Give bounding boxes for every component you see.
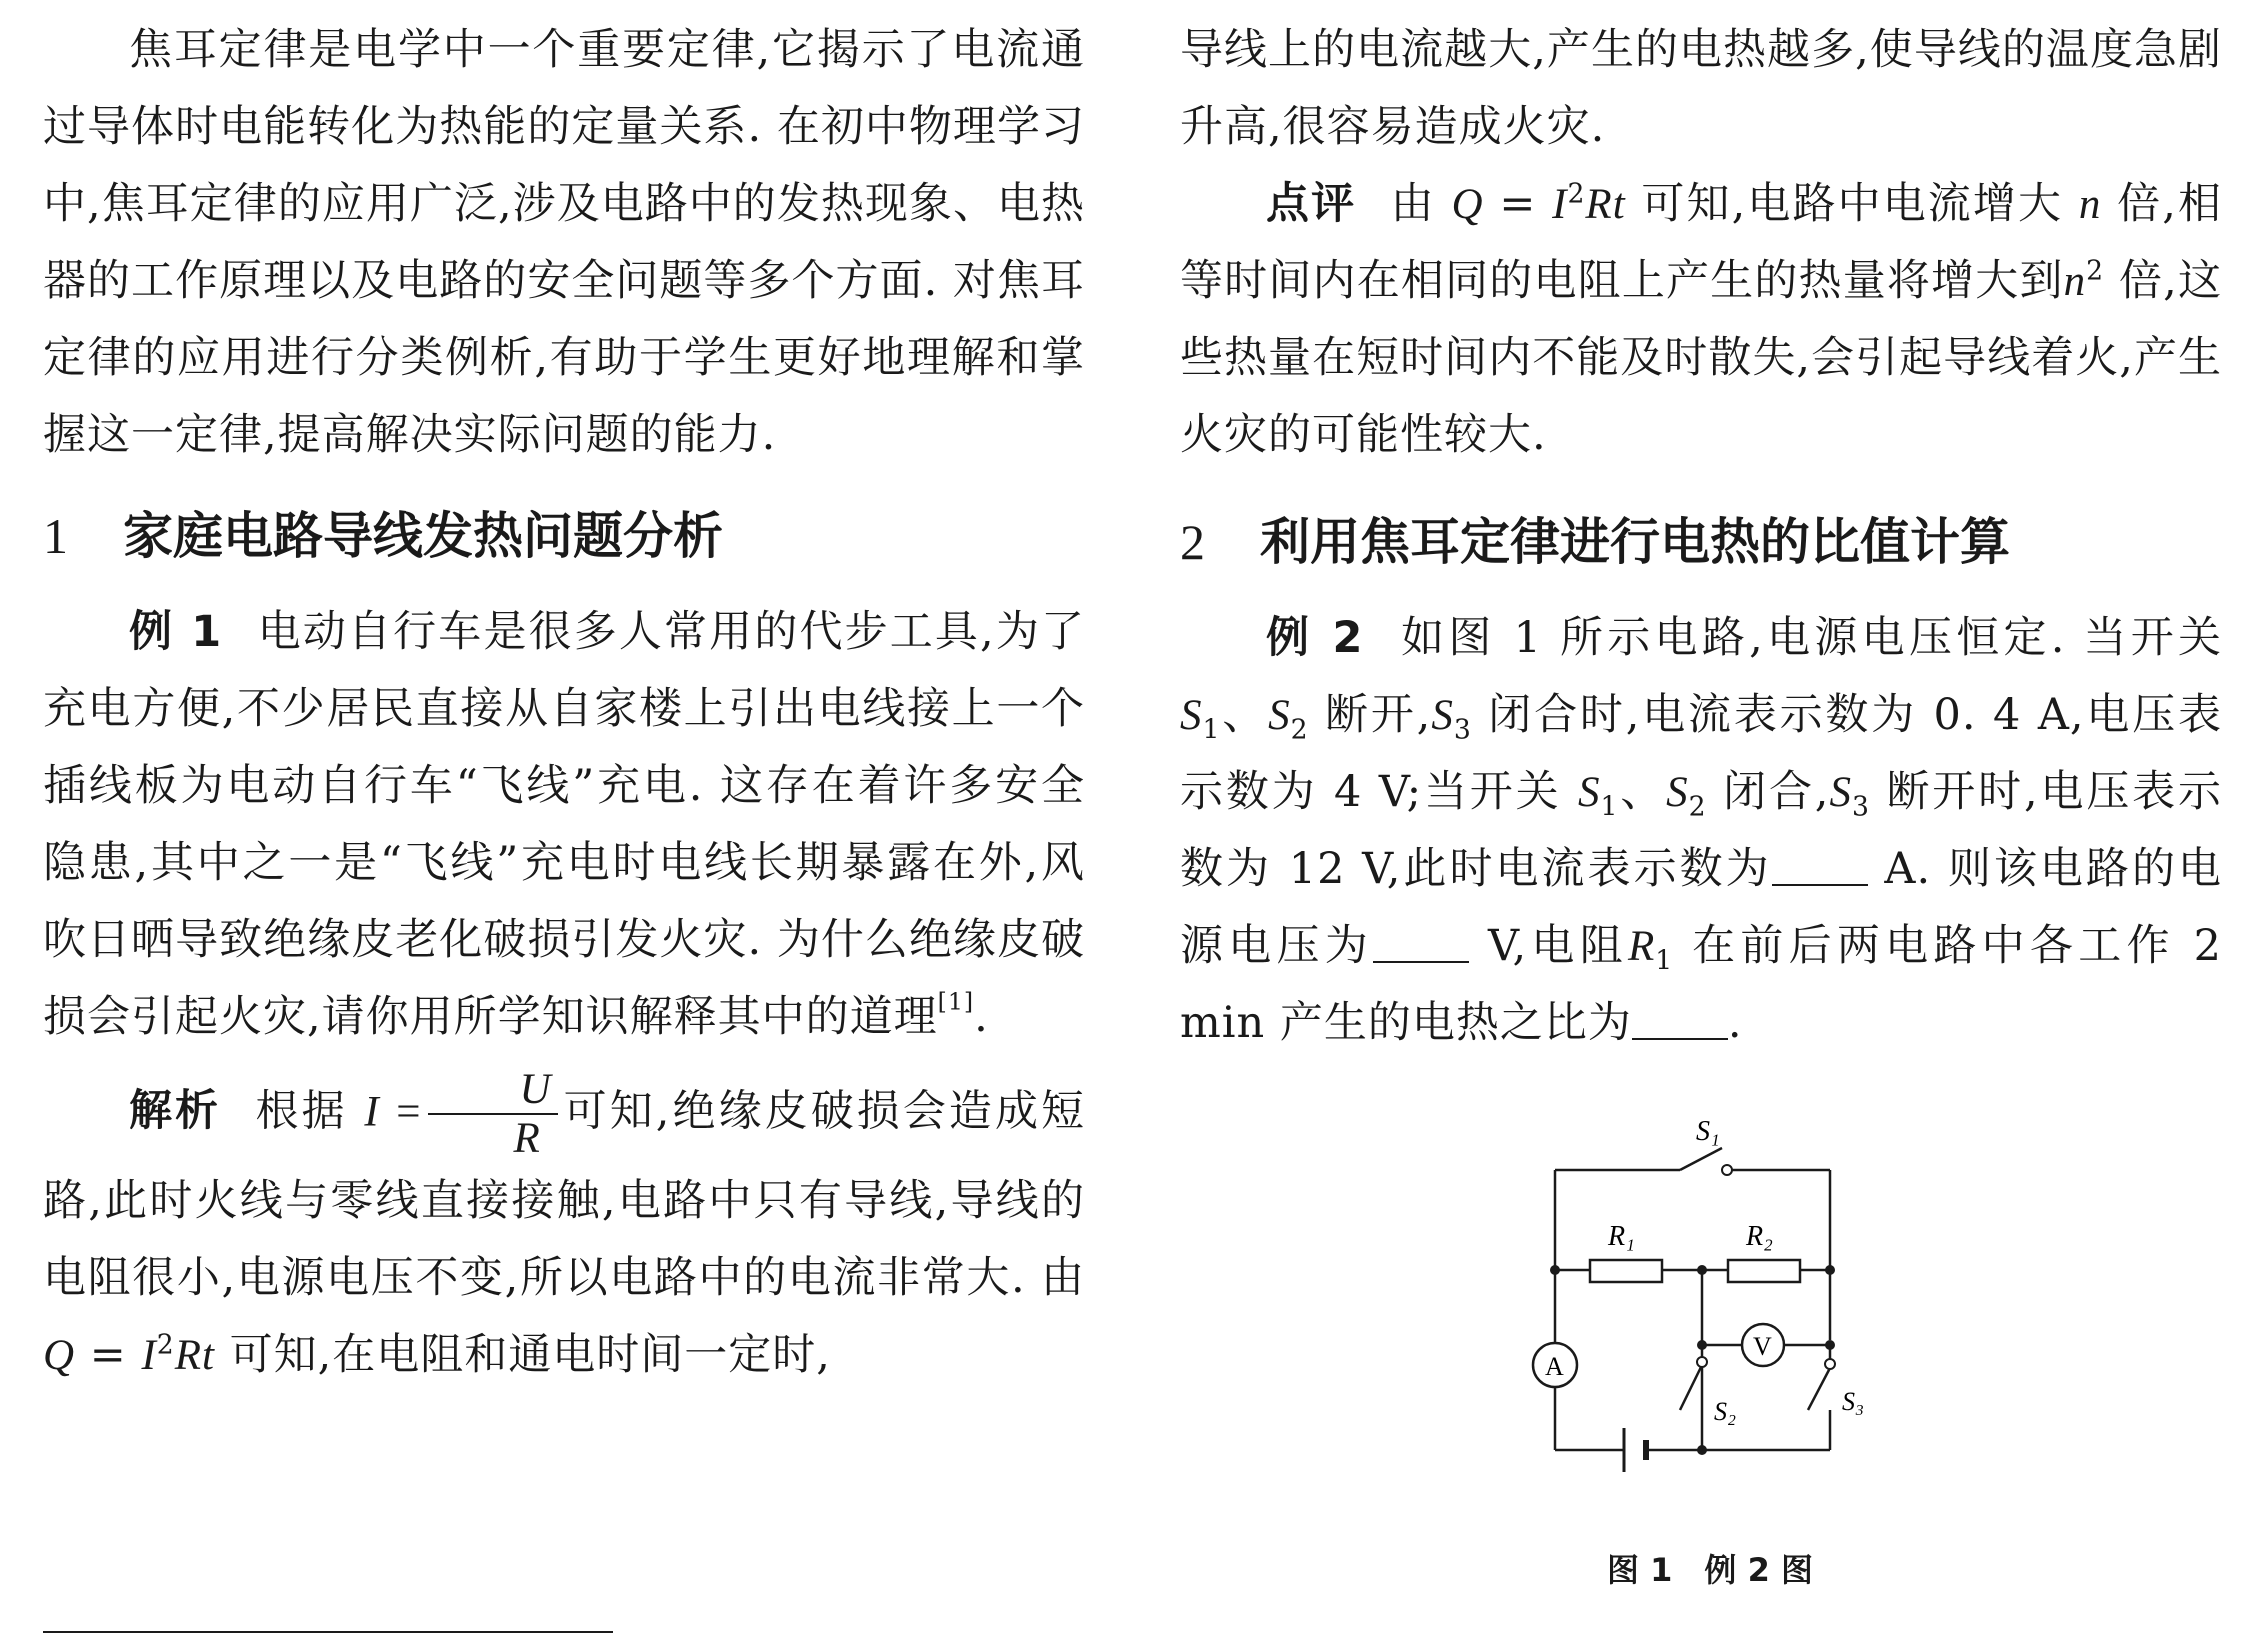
figure-caption: 图 1 例 2 图	[1607, 1551, 1813, 1589]
example-2-text-5: 断开时,电压表示数为 12 V,此时电流表示数为	[1180, 767, 2223, 894]
example-2-text-7: V,电阻	[1487, 921, 1628, 971]
s3-contact	[1825, 1359, 1835, 1369]
formula-q: Q	[43, 1331, 76, 1379]
formula-rt: Rt	[174, 1331, 215, 1379]
example-2-end: .	[1727, 998, 1743, 1048]
junction-mid-volt	[1697, 1340, 1707, 1350]
switch-s1-sub: 1	[1202, 714, 1221, 746]
formula-sq: 2	[156, 1329, 175, 1361]
variable-n: n	[2078, 181, 2102, 228]
review-label: 点评	[1266, 179, 1357, 229]
s1-contact	[1722, 1165, 1732, 1175]
review-text-3: 倍,这些热量在短时间内不能及时散失,会引起导线着火,产生火灾的可能性较大.	[1180, 256, 2223, 460]
review-text-2: 倍,相等时间内在相同的电阻上产生的热量将增大到	[1180, 179, 2223, 306]
resistor-r1	[1590, 1260, 1662, 1282]
analysis-paragraph	[43, 1066, 1085, 1394]
junction-mid-bottom	[1697, 1445, 1707, 1455]
analysis-label: 解析	[129, 1086, 222, 1137]
enum-comma-2: 、	[1618, 767, 1667, 817]
example-2-text-2: 断开,	[1325, 690, 1432, 740]
answer-blank-3[interactable]	[1632, 1000, 1728, 1041]
review-pre: 由	[1390, 179, 1436, 229]
formula-rt: Rt	[1585, 181, 1626, 228]
footnote-rule	[43, 1631, 613, 1633]
review-text-1: 可知,电路中电流增大	[1641, 179, 2064, 229]
n-square: 2	[2086, 255, 2105, 287]
label-s3: S₃	[1842, 1387, 1865, 1416]
switch-s2-s: S	[1268, 692, 1291, 739]
joule-formula-2	[1451, 179, 1625, 229]
fraction-denominator: R	[513, 1115, 541, 1163]
variable-n-sq: n	[2063, 258, 2087, 305]
label-r2: R₂	[1746, 1221, 1773, 1252]
ohm-law-lhs: I =	[364, 1088, 424, 1136]
formula-i: I	[141, 1331, 157, 1379]
switch-s3-sub: 3	[1453, 714, 1472, 746]
example-2-text-1: 如图 1 所示电路,电源电压恒定. 当开关	[1397, 613, 2223, 663]
continued-paragraph	[1180, 12, 2222, 166]
resistor-r1-r: R	[1627, 923, 1656, 970]
analysis-text-2: 可知,在电阻和通电时间一定时,	[229, 1329, 831, 1380]
analysis-pre: 根据	[255, 1086, 348, 1137]
s1-switch-blade	[1680, 1148, 1722, 1170]
switch-s3b-s: S	[1829, 769, 1852, 816]
switch-s2-sub: 2	[1290, 714, 1309, 746]
example-2-label: 例 2	[1266, 613, 1364, 663]
switch-s1b-sub: 1	[1600, 791, 1619, 823]
section-2-number: 2	[1180, 514, 1205, 570]
formula-i: I	[1552, 181, 1568, 228]
label-s1: S₁	[1696, 1116, 1720, 1147]
formula-eq: =	[1483, 179, 1553, 229]
review-paragraph	[1180, 166, 2222, 474]
formula-q: Q	[1451, 181, 1484, 228]
example-1-label: 例 1	[129, 607, 223, 657]
switch-s2b-s: S	[1666, 769, 1689, 816]
answer-blank-2[interactable]	[1373, 923, 1469, 964]
junction-right-volt	[1825, 1340, 1835, 1350]
reference-mark: [1]	[937, 987, 975, 1016]
formula-sq: 2	[1567, 178, 1586, 210]
label-s2: S₂	[1714, 1397, 1737, 1426]
resistor-r1-sub: 1	[1655, 945, 1674, 977]
example-2-text-3: 闭合时,电流表示数为 0. 4 A,电压表示数为 4 V;当开关	[1180, 690, 2223, 817]
section-1-title: 家庭电路导线发热问题分析	[123, 507, 723, 565]
analysis-text-1: 可知,绝缘皮破损会造成短路,此时火线与零线直接接触,电路中只有导线,导线的电阻很小,电源电压不变,所以电路中的电流非常大. 由	[43, 1086, 1086, 1303]
junction-mid-top	[1697, 1265, 1707, 1275]
example-1-end: .	[974, 992, 989, 1042]
ohm-law-fraction	[428, 1066, 558, 1163]
switch-s1-s: S	[1180, 692, 1203, 739]
circuit-diagram	[1520, 1110, 1940, 1510]
resistor-r2	[1728, 1260, 1800, 1282]
switch-s3b-sub: 3	[1851, 791, 1870, 823]
s3-switch-blade	[1808, 1368, 1830, 1410]
section-2-heading	[1180, 502, 2222, 582]
label-ammeter: A	[1545, 1352, 1564, 1381]
switch-s2b-sub: 2	[1688, 791, 1707, 823]
example-1-text: 电动自行车是很多人常用的代步工具,为了充电方便,不少居民直接从自家楼上引出电线接上一个插线板为电动自行车“飞线”充电. 这存在着许多安全隐患,其中之一是“飞线”充电时电线长期暴露在外,风吹日晒导致绝缘皮老化破损引发火灾. 为什么绝缘皮破损会引起火灾,请你用所学知识解释其中的道理	[43, 607, 1086, 1042]
section-2-title: 利用焦耳定律进行电热的比值计算	[1260, 513, 2010, 571]
continued-text: 导线上的电流越大,产生的电热越多,使导线的温度急剧升高,很容易造成火灾.	[1180, 25, 2222, 152]
right-column	[1180, 0, 2222, 1062]
switch-s1b-s: S	[1577, 769, 1601, 816]
example-1-paragraph	[43, 594, 1085, 1056]
label-r1: R₁	[1608, 1221, 1635, 1252]
intro-text: 焦耳定律是电学中一个重要定律,它揭示了电流通过导体时电能转化为热能的定量关系. 在初中物理学习中,焦耳定律的应用广泛,涉及电路中的发热现象、电热器的工作原理以及电路的安全问题等多个方面. 对焦耳定律的应用进行分类例析,有助于学生更好地理解和掌握这一定律,提高解决实际问题的能力.	[43, 25, 1085, 460]
enum-comma: 、	[1220, 690, 1269, 740]
section-1-heading	[43, 496, 1085, 576]
answer-blank-1[interactable]	[1772, 846, 1868, 887]
joule-formula-1	[43, 1330, 215, 1380]
label-voltmeter: V	[1753, 1332, 1772, 1361]
fraction-numerator: U	[428, 1066, 558, 1115]
junction-left	[1550, 1265, 1560, 1275]
junction-right-top	[1825, 1265, 1835, 1275]
formula-eq: =	[75, 1329, 142, 1380]
example-2-text-4: 闭合,	[1723, 767, 1830, 817]
section-1-number: 1	[43, 508, 68, 564]
s2-switch-blade	[1680, 1365, 1702, 1410]
s2-contact	[1697, 1357, 1707, 1367]
switch-s3-s: S	[1431, 692, 1454, 739]
example-2-text-6: A. 则该电路的电源电压为	[1180, 844, 2222, 971]
intro-paragraph	[43, 12, 1085, 474]
example-2-paragraph	[1180, 600, 2222, 1062]
left-column	[43, 0, 1085, 1394]
example-2-text-8: 在前后两电路中各工作 2 min 产生的电热之比为	[1180, 921, 2223, 1048]
